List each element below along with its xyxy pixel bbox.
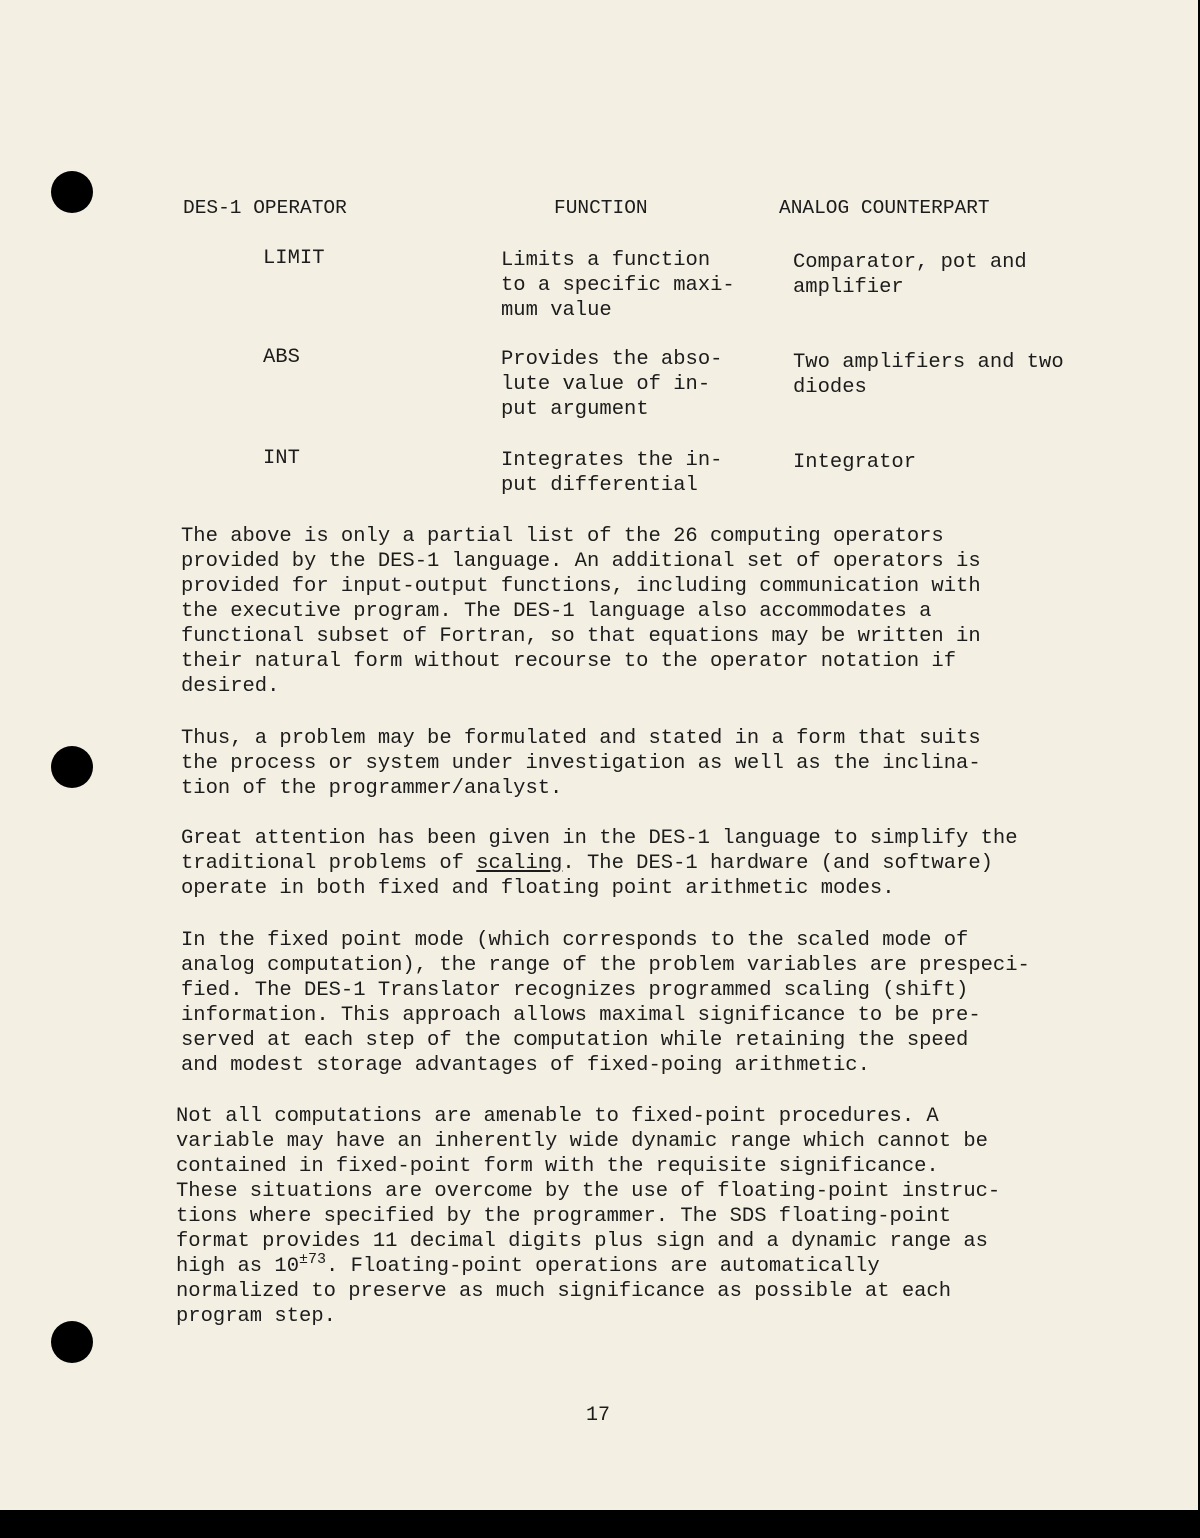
page-number: 17 [586, 1404, 611, 1427]
binder-hole-middle [51, 746, 93, 788]
scaling-underlined-term: scaling [476, 852, 563, 875]
function-int: Integrates the in- put differential [501, 449, 723, 497]
paragraph-floating-point [176, 1104, 1106, 1329]
paragraph-scaling-text-b: . The DES-1 hardware (and software) operate in both fixed and floating point arithmetic modes. [181, 852, 993, 900]
exponent-superscript: ±73 [299, 1251, 327, 1269]
header-operator: DES-1 OPERATOR [183, 197, 347, 219]
paragraph-floating-text-b: . Floating-point operations are automatically normalized to preserve as much significance as possible at each program step. [176, 1255, 952, 1328]
paragraph-formulation: Thus, a problem may be formulated and stated in a form that suits the process or system under investigation as well as the inclina- tion of the programmer/analyst. [181, 727, 981, 800]
analog-int: Integrator [793, 451, 917, 474]
paragraph-fixed-point: In the fixed point mode (which corresponds to the scaled mode of analog computation), the range of the problem variables are prespeci- fied. The DES-1 Translator recognizes programmed scaling (shift) information. This approach allows maximal significance to be pre- served at each step of the computation while retaining the speed and modest storage advantages of fixed-poing arithmetic. [181, 929, 1030, 1077]
analog-limit: Comparator, pot and amplifier [793, 251, 1027, 299]
operator-int: INT [263, 447, 300, 470]
header-function: FUNCTION [554, 197, 648, 219]
binder-hole-top [51, 171, 93, 213]
operator-limit: LIMIT [263, 247, 325, 270]
header-analog-counterpart: ANALOG COUNTERPART [779, 197, 990, 219]
operator-abs: ABS [263, 346, 300, 369]
paragraph-floating-text-a: Not all computations are amenable to fixed-point procedures. A variable may have an inherently wide dynamic range which cannot be contained in fixed-point form with the requisite significance. These situations are overcome by the use of floating-point instruc- tions where specified by the programmer. The SDS floating-point format provides 11 decimal digits plus sign and a dynamic range as high as 10 [176, 1105, 1001, 1278]
paragraph-operators: The above is only a partial list of the 26 computing operators provided by the DES-1 language. An additional set of operators is provided for input-output functions, including communication with the executive program. The DES-1 language also accommodates a functional subset of Fortran, so that equations may be written in their natural form without recourse to the operator notation if desired. [181, 525, 981, 698]
analog-abs: Two amplifiers and two diodes [793, 351, 1064, 399]
function-abs: Provides the abso- lute value of in- put argument [501, 348, 723, 421]
paragraph-scaling-text-a: Great attention has been given in the DES-1 language to simplify the traditional problems of [181, 827, 1018, 875]
binder-hole-bottom [51, 1321, 93, 1363]
paragraph-scaling [181, 826, 1111, 901]
function-limit: Limits a function to a specific maxi- mum value [501, 249, 735, 322]
